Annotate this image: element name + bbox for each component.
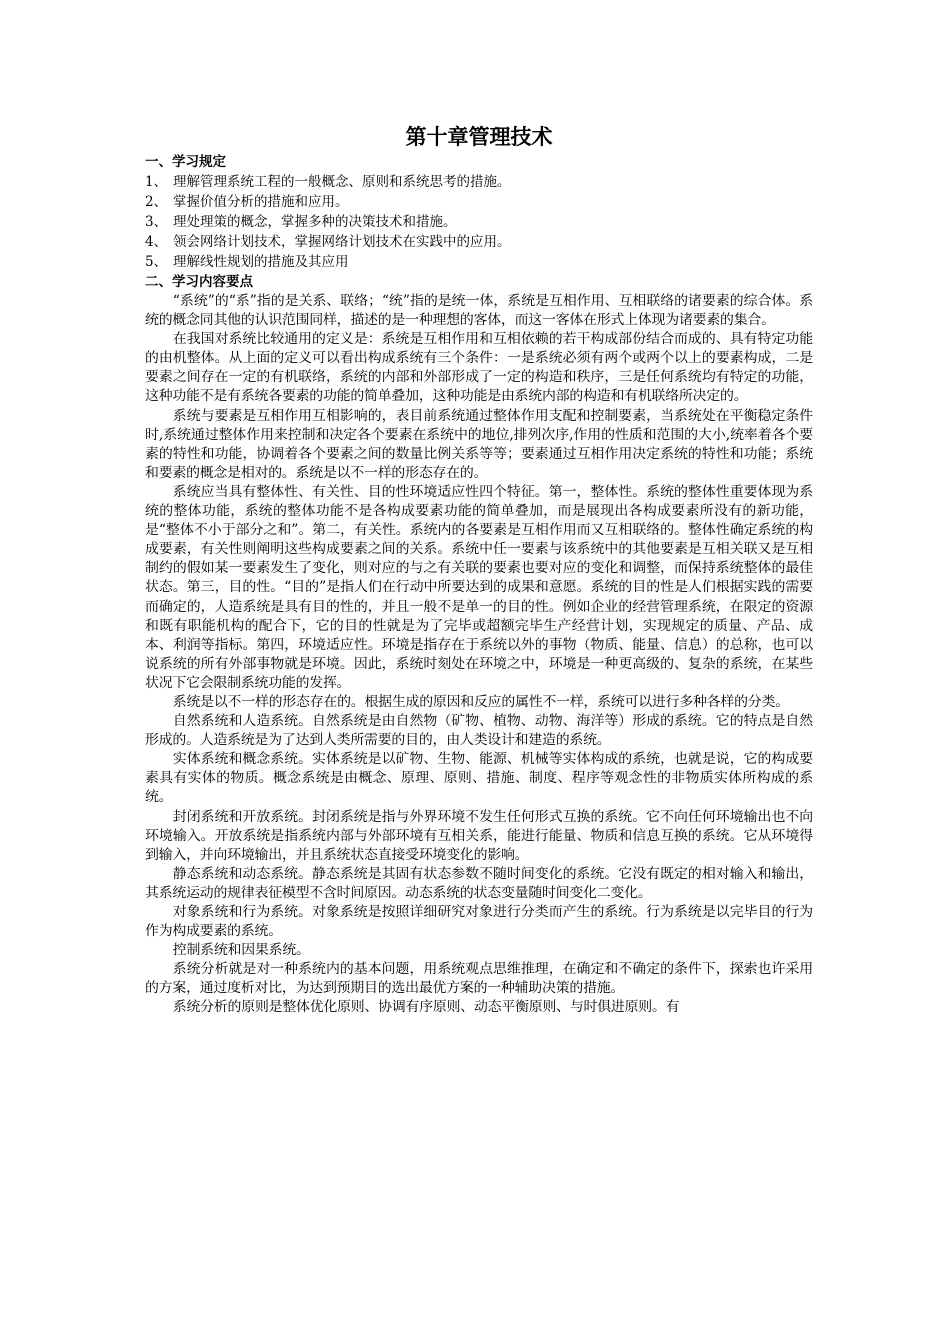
paragraph: 系统与要素是互相作用互相影响的，表目前系统通过整体作用支配和控制要素，当系统处在平衡稳定条件时,系统通过整体作用来控制和决定各个要素在系统中的地位,排列次序,作用的性质和范围的大小,统率着各个要素的特性和功能，协调着各个要素之间的数量比例关系等等；要素通过互相作用决定系统的特性和功能；系统和要素的概念是相对的。系统是以不一样的形态存在的。 [145,407,813,481]
section-heading-requirements: 一、学习规定 [145,154,226,170]
paragraph: 控制系统和因果系统。 [172,942,310,959]
list-item-number: 5、 [145,254,168,270]
document-page [145,122,813,1018]
paragraph: 静态系统和动态系统。静态系统是其固有状态参数不随时间变化的系统。它没有既定的相对输入和输出，其系统运动的规律表征模型不含时间原因。动态系统的状态变量随时间变化二变化。 [145,865,813,901]
section-heading-key-points: 二、学习内容要点 [145,274,253,290]
list-item [145,252,813,272]
list-item-text: 领会网络计划技术，掌握网络计划技术在实践中的应用。 [173,234,511,250]
paragraph: 系统是以不一样的形态存在的。根据生成的原因和反应的属性不一样，系统可以进行多种各样的分类。 [172,693,789,710]
paragraph: 实体系统和概念系统。实体系统是以矿物、生物、能源、机械等实体构成的系统，也就是说，它的构成要素具有实体的物质。概念系统是由概念、原理、原则、措施、制度、程序等观念性的非物质实体所构成的系统。 [145,751,813,806]
list-item-number: 3、 [145,214,168,230]
list-item-text: 理解管理系统工程的一般概念、原则和系统思考的措施。 [173,174,511,190]
paragraph: 系统分析的原则是整体优化原则、协调有序原则、动态平衡原则、与时俱进原则。有 [172,999,680,1016]
list-item [145,172,813,192]
list-item-text: 掌握价值分析的措施和应用。 [173,194,349,210]
list-item [145,192,813,212]
paragraph: “系统”的“系”指的是关系、联络；“统”指的是统一体，系统是互相作用、互相联络的诸要素的综合体。系统的概念同其他的认识范围同样，描述的是一种理想的客体，而这一客体在形式上体现为诸要素的集合。 [145,293,813,329]
list-item-text: 理处理策的概念，掌握多种的决策技术和措施。 [173,214,457,230]
list-item [145,232,813,252]
requirements-list [145,172,813,272]
list-item-number: 1、 [145,174,168,190]
list-item [145,212,813,232]
list-item-number: 4、 [145,234,168,250]
paragraph: 系统分析就是对一种系统内的基本问题，用系统观点思维推理，在确定和不确定的条件下，探索也许采用的方案，通过度析对比，为达到预期目的选出最优方案的一种辅助决策的措施。 [145,961,813,997]
list-item-text: 理解线性规划的措施及其应用 [173,254,349,270]
document-title: 第十章管理技术 [405,125,553,149]
paragraph: 在我国对系统比较通用的定义是：系统是互相作用和互相依赖的若干构成部份结合而成的、具有特定功能的由机整体。从上面的定义可以看出构成系统有三个条件：一是系统必须有两个或两个以上的要素构成，二是要素之间存在一定的有机联络，系统的内部和外部形成了一定的构造和秩序，三是任何系统均有特定的功能，这种功能不是有系统各要素的功能的简单叠加，这种功能是由系统内部的构造和有机联络所决定的。 [145,331,813,405]
list-item-number: 2、 [145,194,168,210]
paragraph: 对象系统和行为系统。对象系统是按照详细研究对象进行分类而产生的系统。行为系统是以完毕目的行为作为构成要素的系统。 [145,904,813,940]
paragraph: 封闭系统和开放系统。封闭系统是指与外界环境不发生任何形式互换的系统。它不向任何环境输出也不向环境输入。开放系统是指系统内部与外部环境有互相关系，能进行能量、物质和信息互换的系统。它从环境得到输入，并向环境输出，并且系统状态直接受环境变化的影响。 [145,808,813,863]
paragraph: 自然系统和人造系统。自然系统是由自然物（矿物、植物、动物、海洋等）形成的系统。它的特点是自然形成的。人造系统是为了达到人类所需要的目的，由人类设计和建造的系统。 [145,713,813,749]
paragraph: 系统应当具有整体性、有关性、目的性环境适应性四个特征。第一，整体性。系统的整体性重要体现为系统的整体功能，系统的整体功能不是各构成要素功能的简单叠加，而是展现出各构成要素所没有的新功能，是“整体不小于部分之和”。第二，有关性。系统内的各要素是互相作用而又互相联络的。整体性确定系统的构成要素，有关性则阐明这些构成要素之间的关系。系统中任一要素与该系统中的其他要素是互相关联又是互相制约的假如某一要素发生了变化，则对应的与之有关联的要素也要对应的变化和调整，而保持系统整体的最佳状态。第三，目的性。“目的”是指人们在行动中所要达到的成果和意愿。系统的目的性是人们根据实践的需要而确定的，人造系统是具有目的性的，并且一般不是单一的目的性。例如企业的经营管理系统，在限定的资源和既有职能机构的配合下，它的目的性就是为了完毕或超额完毕生产经营计划，实现规定的质量、产品、成本、利润等指标。第四，环境适应性。环境是指存在于系统以外的事物（物质、能量、信息）的总称，也可以说系统的所有外部事物就是环境。因此，系统时刻处在环境之中，环境是一种更高级的、复杂的系统，在某些状况下它会限制系统功能的发挥。 [145,483,813,691]
key-points-body [145,292,813,1018]
